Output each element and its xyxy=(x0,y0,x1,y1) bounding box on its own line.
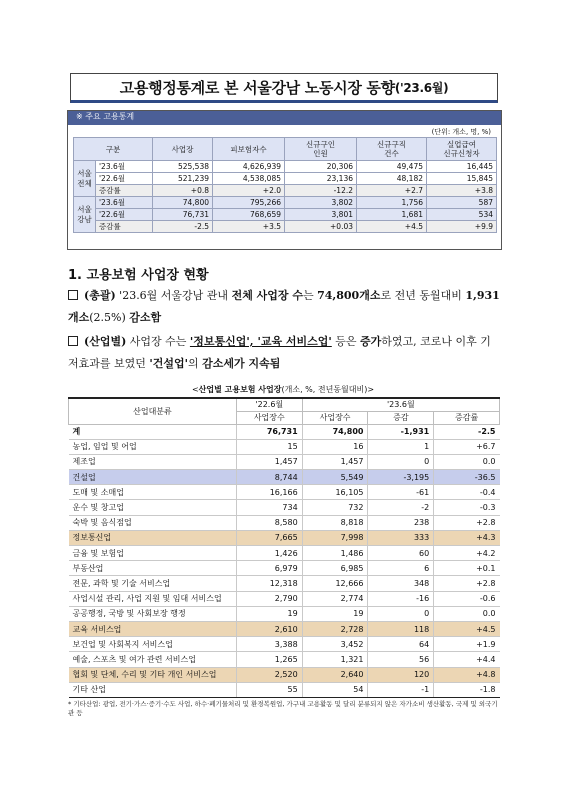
cell-rate: +2.8 xyxy=(434,576,500,591)
col-rate: 증감률 xyxy=(434,411,500,424)
summary-col-workplaces: 사업장 xyxy=(153,138,213,161)
table-row xyxy=(69,621,500,636)
cell-change: -16 xyxy=(368,591,434,606)
cell-count-22: 6,979 xyxy=(236,561,302,576)
summary-group-label: 서울 강남 xyxy=(74,197,96,233)
summary-unit: (단위: 개소, 명, %) xyxy=(431,128,491,136)
summary-cell: +2.7 xyxy=(357,185,427,197)
table-row xyxy=(69,682,500,697)
summary-cell: 1,756 xyxy=(357,197,427,209)
cell-industry-name: 공공행정, 국방 및 사회보장 행정 xyxy=(69,606,237,621)
cell-count-23: 54 xyxy=(302,682,368,697)
industry-header-row-1 xyxy=(69,398,500,411)
cell-change: -1 xyxy=(368,682,434,697)
summary-col-new-openings: 신규구인 인원 xyxy=(285,138,357,161)
summary-cell: 48,182 xyxy=(357,173,427,185)
cell-count-22: 55 xyxy=(236,682,302,697)
cell-industry-name: 보건업 및 사회복지 서비스업 xyxy=(69,637,237,652)
summary-box xyxy=(67,110,502,250)
cell-count-23: 19 xyxy=(302,606,368,621)
cell-count-22: 19 xyxy=(236,606,302,621)
summary-row xyxy=(74,173,497,185)
cell-count-22: 8,744 xyxy=(236,470,302,485)
summary-cell: +0.8 xyxy=(153,185,213,197)
cell-change: 118 xyxy=(368,621,434,636)
summary-row-label: 증감률 xyxy=(96,221,153,233)
cell-count-23: 1,486 xyxy=(302,546,368,561)
cell-rate: -0.3 xyxy=(434,500,500,515)
p2-bold-4: 감소세가 지속됨 xyxy=(202,357,281,370)
cell-industry-name: 정보통신업 xyxy=(69,530,237,545)
checkbox-bullet-icon xyxy=(68,336,78,346)
summary-cell: 1,681 xyxy=(357,209,427,221)
cell-count-23: 5,549 xyxy=(302,470,368,485)
p1-text-2: 는 xyxy=(302,289,318,302)
summary-cell: 534 xyxy=(427,209,497,221)
summary-cell: 76,731 xyxy=(153,209,213,221)
cell-count-23: 1,321 xyxy=(302,652,368,667)
cell-industry-name: 사업시설 관리, 사업 지원 및 임대 서비스업 xyxy=(69,591,237,606)
cell-industry-name: 건설업 xyxy=(69,470,237,485)
cell-count-23: 1,457 xyxy=(302,454,368,469)
summary-cell: 3,802 xyxy=(285,197,357,209)
cell-rate: +4.8 xyxy=(434,667,500,682)
summary-col-new-seekers: 신규구직 건수 xyxy=(357,138,427,161)
cell-change: 1 xyxy=(368,439,434,454)
table-row xyxy=(69,546,500,561)
p2-text-3: 하였고, 코로나 이후 기저효과를 보였던 xyxy=(68,335,491,370)
caption-bold: 산업별 고용보험 사업장 xyxy=(198,385,282,394)
cell-industry-name: 금융 및 보험업 xyxy=(69,546,237,561)
caption-post: (개소, %, 전년동월대비)> xyxy=(281,385,375,394)
summary-cell: 74,800 xyxy=(153,197,213,209)
summary-cell: +9.9 xyxy=(427,221,497,233)
cell-count-22: 734 xyxy=(236,500,302,515)
table-row xyxy=(69,500,500,515)
cell-count-23: 12,666 xyxy=(302,576,368,591)
cell-industry-name: 계 xyxy=(69,424,237,439)
cell-count-22: 15 xyxy=(236,439,302,454)
summary-cell: 16,445 xyxy=(427,161,497,173)
summary-cell: 521,239 xyxy=(153,173,213,185)
p2-text-2: 등은 xyxy=(331,335,361,348)
cell-change: -2 xyxy=(368,500,434,515)
cell-count-23: 8,818 xyxy=(302,515,368,530)
cell-count-23: 2,774 xyxy=(302,591,368,606)
table-row xyxy=(69,454,500,469)
cell-count-23: 2,640 xyxy=(302,667,368,682)
cell-count-23: 6,985 xyxy=(302,561,368,576)
cell-count-23: 16 xyxy=(302,439,368,454)
table-row xyxy=(69,561,500,576)
cell-industry-name: 제조업 xyxy=(69,454,237,469)
summary-cell: +2.0 xyxy=(213,185,285,197)
cell-count-22: 16,166 xyxy=(236,485,302,500)
cell-rate: 0.0 xyxy=(434,454,500,469)
cell-change: 64 xyxy=(368,637,434,652)
col-count-23: 사업장수 xyxy=(302,411,368,424)
cell-industry-name: 숙박 및 음식점업 xyxy=(69,515,237,530)
cell-rate: +0.1 xyxy=(434,561,500,576)
summary-row xyxy=(74,185,497,197)
cell-rate: +2.8 xyxy=(434,515,500,530)
cell-count-22: 12,318 xyxy=(236,576,302,591)
paragraph-industry xyxy=(68,331,500,375)
p1-text-3: 로 전년 동월대비 xyxy=(380,289,466,302)
col-count-22: 사업장수 xyxy=(236,411,302,424)
summary-cell: 3,801 xyxy=(285,209,357,221)
cell-change: 0 xyxy=(368,454,434,469)
cell-change: 6 xyxy=(368,561,434,576)
cell-count-23: 7,998 xyxy=(302,530,368,545)
table-row xyxy=(69,530,500,545)
cell-rate: +4.3 xyxy=(434,530,500,545)
summary-row xyxy=(74,209,497,221)
cell-rate: -36.5 xyxy=(434,470,500,485)
summary-group-label: 서울 전체 xyxy=(74,161,96,197)
cell-industry-name: 협회 및 단체, 수리 및 기타 개인 서비스업 xyxy=(69,667,237,682)
summary-cell: 20,306 xyxy=(285,161,357,173)
p1-bold-1: 전체 사업장 수 xyxy=(231,289,303,302)
cell-count-23: 16,105 xyxy=(302,485,368,500)
summary-row-label: '23.6월 xyxy=(96,197,153,209)
summary-cell: 23,136 xyxy=(285,173,357,185)
cell-rate: 0.0 xyxy=(434,606,500,621)
cell-rate: +4.5 xyxy=(434,621,500,636)
summary-row xyxy=(74,161,497,173)
cell-change: 0 xyxy=(368,606,434,621)
table-row xyxy=(69,591,500,606)
p1-text-4: (2.5%) xyxy=(89,311,130,324)
cell-rate: -0.4 xyxy=(434,485,500,500)
cell-count-22: 1,457 xyxy=(236,454,302,469)
summary-col-insured: 피보험자수 xyxy=(213,138,285,161)
table-row xyxy=(69,652,500,667)
page-title xyxy=(70,73,498,103)
summary-cell: -12.2 xyxy=(285,185,357,197)
cell-industry-name: 운수 및 창고업 xyxy=(69,500,237,515)
cell-change: -61 xyxy=(368,485,434,500)
col-change: 증감 xyxy=(368,411,434,424)
cell-industry-name: 예술, 스포츠 및 여가 관련 서비스업 xyxy=(69,652,237,667)
summary-cell: 525,538 xyxy=(153,161,213,173)
summary-cell: +3.5 xyxy=(213,221,285,233)
cell-count-22: 76,731 xyxy=(236,424,302,439)
p1-bold-2: 74,800개소 xyxy=(317,289,381,302)
p2-bold-2: 증가 xyxy=(360,335,382,348)
cell-rate: +1.9 xyxy=(434,637,500,652)
col-y22: '22.6월 xyxy=(236,398,302,411)
page-title-main: 고용행정통계로 본 서울강남 노동시장 동향 xyxy=(119,78,395,97)
p2-bold-1: '정보통신업', '교육 서비스업' xyxy=(189,335,332,348)
table-row xyxy=(69,606,500,621)
col-industry: 산업대분류 xyxy=(69,398,237,424)
cell-change: 56 xyxy=(368,652,434,667)
footnote: * 기타산업: 광업, 전기·가스·증기·수도 사업, 하수·폐기물처리 및 환경복원업, 가구내 고용활동 및 달리 분류되지 않은 자가소비 생산활동, 국제 및 외국기관 등 xyxy=(68,700,498,717)
cell-count-22: 2,520 xyxy=(236,667,302,682)
industry-table-caption xyxy=(0,384,566,395)
table-row xyxy=(69,637,500,652)
summary-cell: 795,266 xyxy=(213,197,285,209)
cell-count-22: 7,665 xyxy=(236,530,302,545)
cell-count-23: 732 xyxy=(302,500,368,515)
cell-change: 60 xyxy=(368,546,434,561)
cell-count-22: 1,426 xyxy=(236,546,302,561)
cell-change: -1,931 xyxy=(368,424,434,439)
cell-industry-name: 도매 및 소매업 xyxy=(69,485,237,500)
p2-tag: (산업별) xyxy=(84,335,127,348)
cell-rate: +4.4 xyxy=(434,652,500,667)
table-row xyxy=(69,576,500,591)
caption-pre: < xyxy=(191,385,199,394)
summary-row-label: 증감률 xyxy=(96,185,153,197)
cell-rate: +6.7 xyxy=(434,439,500,454)
summary-header: ※ 주요 고용통계 xyxy=(68,111,501,125)
table-row xyxy=(69,667,500,682)
p1-bold-3: 1,931개소 xyxy=(68,289,500,324)
summary-row xyxy=(74,197,497,209)
cell-change: 120 xyxy=(368,667,434,682)
cell-count-22: 1,265 xyxy=(236,652,302,667)
summary-row-label: '22.6월 xyxy=(96,173,153,185)
table-row xyxy=(69,515,500,530)
cell-count-22: 2,790 xyxy=(236,591,302,606)
summary-cell: 15,845 xyxy=(427,173,497,185)
summary-col-category: 구분 xyxy=(74,138,153,161)
summary-cell: 49,475 xyxy=(357,161,427,173)
cell-change: -3,195 xyxy=(368,470,434,485)
table-row xyxy=(69,485,500,500)
checkbox-bullet-icon xyxy=(68,290,78,300)
table-row xyxy=(69,470,500,485)
page-title-suffix: ('23.6월) xyxy=(394,80,449,95)
summary-cell: 4,626,939 xyxy=(213,161,285,173)
cell-count-22: 2,610 xyxy=(236,621,302,636)
cell-count-22: 8,580 xyxy=(236,515,302,530)
p2-bold-3: '건설업' xyxy=(149,357,188,370)
summary-col-unemployment-claims: 실업급여 신규신청자 xyxy=(427,138,497,161)
summary-cell: 768,659 xyxy=(213,209,285,221)
cell-count-23: 3,452 xyxy=(302,637,368,652)
summary-row-label: '22.6월 xyxy=(96,209,153,221)
p1-bold-4: 감소함 xyxy=(129,311,162,324)
cell-rate: -2.5 xyxy=(434,424,500,439)
cell-rate: -1.8 xyxy=(434,682,500,697)
summary-cell: +4.5 xyxy=(357,221,427,233)
table-row xyxy=(69,424,500,439)
p1-text-1: '23.6월 서울강남 관내 xyxy=(115,289,232,302)
section-title: 1. 고용보험 사업장 현황 xyxy=(68,268,209,283)
summary-table xyxy=(73,137,497,233)
summary-cell: 587 xyxy=(427,197,497,209)
cell-count-22: 3,388 xyxy=(236,637,302,652)
p1-tag: (총괄) xyxy=(84,289,116,302)
cell-industry-name: 농업, 임업 및 어업 xyxy=(69,439,237,454)
summary-cell: +3.8 xyxy=(427,185,497,197)
summary-header-row xyxy=(74,138,497,161)
table-row xyxy=(69,439,500,454)
col-y23: '23.6월 xyxy=(302,398,499,411)
cell-change: 333 xyxy=(368,530,434,545)
industry-table xyxy=(68,397,500,698)
p2-text-4: 의 xyxy=(188,357,203,370)
p2-text-1: 사업장 수는 xyxy=(126,335,190,348)
cell-change: 348 xyxy=(368,576,434,591)
cell-industry-name: 교육 서비스업 xyxy=(69,621,237,636)
cell-rate: +4.2 xyxy=(434,546,500,561)
cell-change: 238 xyxy=(368,515,434,530)
summary-cell: 4,538,085 xyxy=(213,173,285,185)
cell-industry-name: 전문, 과학 및 기술 서비스업 xyxy=(69,576,237,591)
cell-count-23: 74,800 xyxy=(302,424,368,439)
cell-industry-name: 부동산업 xyxy=(69,561,237,576)
summary-row xyxy=(74,221,497,233)
cell-rate: -0.6 xyxy=(434,591,500,606)
summary-row-label: '23.6월 xyxy=(96,161,153,173)
cell-industry-name: 기타 산업 xyxy=(69,682,237,697)
cell-count-23: 2,728 xyxy=(302,621,368,636)
paragraph-overall xyxy=(68,285,500,329)
summary-cell: -2.5 xyxy=(153,221,213,233)
summary-cell: +0.03 xyxy=(285,221,357,233)
